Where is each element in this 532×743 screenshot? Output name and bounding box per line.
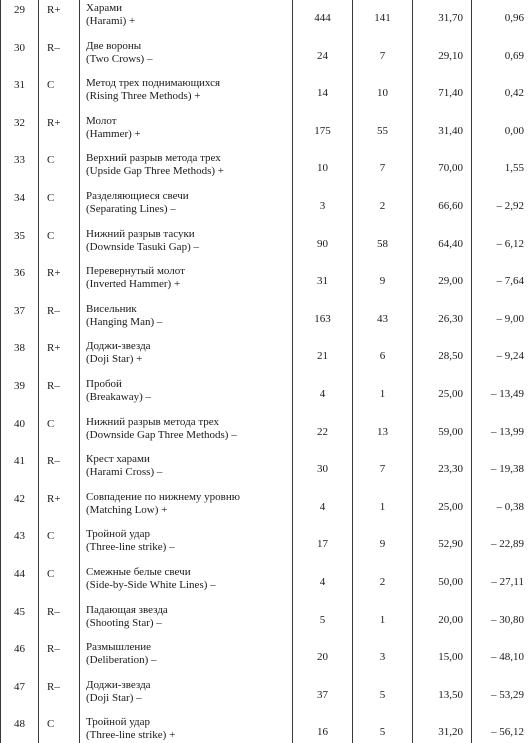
- total-count: 4: [293, 562, 353, 600]
- table-row: [1, 299, 532, 337]
- average-result: 0,00: [472, 111, 532, 149]
- success-count: 5: [353, 712, 413, 743]
- pattern-name-cell: [80, 712, 293, 743]
- pattern-name-ru: Тройной удар: [86, 716, 150, 729]
- pattern-type: R–: [39, 374, 80, 412]
- success-percent: 31,40: [413, 111, 472, 149]
- success-count: 1: [353, 600, 413, 638]
- table-row: [1, 336, 532, 374]
- pattern-name-ru: Перевернутый молот: [86, 265, 185, 278]
- row-number: 34: [1, 186, 39, 224]
- average-result: – 7,64: [472, 261, 532, 299]
- success-count: 58: [353, 224, 413, 262]
- pattern-name-cell: [80, 0, 293, 36]
- success-percent: 70,00: [413, 148, 472, 186]
- total-count: 37: [293, 675, 353, 713]
- table-row: [1, 712, 532, 743]
- row-number: 30: [1, 36, 39, 74]
- pattern-name-ru: Верхний разрыв метода трех: [86, 152, 221, 165]
- pattern-name-en: (Upside Gap Three Methods) +: [86, 165, 224, 178]
- row-number: 35: [1, 224, 39, 262]
- success-percent: 23,30: [413, 449, 472, 487]
- table-row: [1, 449, 532, 487]
- success-count: 7: [353, 148, 413, 186]
- pattern-name-ru: Нижний разрыв тасуки: [86, 227, 195, 240]
- success-percent: 15,00: [413, 637, 472, 675]
- pattern-name-cell: [80, 299, 293, 337]
- table-row: [1, 111, 532, 149]
- total-count: 4: [293, 374, 353, 412]
- success-percent: 31,70: [413, 0, 472, 36]
- pattern-name-en: (Hanging Man) –: [86, 315, 163, 328]
- table-row: [1, 148, 532, 186]
- pattern-name-cell: [80, 261, 293, 299]
- pattern-name-ru: Размышление: [86, 641, 152, 654]
- pattern-name-en: (Doji Star) –: [86, 691, 142, 704]
- total-count: 14: [293, 73, 353, 111]
- average-result: 0,69: [472, 36, 532, 74]
- success-count: 5: [353, 675, 413, 713]
- success-count: 7: [353, 36, 413, 74]
- success-percent: 25,00: [413, 487, 472, 525]
- row-number: 31: [1, 73, 39, 111]
- success-percent: 71,40: [413, 73, 472, 111]
- average-result: – 13,99: [472, 412, 532, 450]
- pattern-name-ru: Нижний разрыв метода трех: [86, 415, 219, 428]
- success-percent: 66,60: [413, 186, 472, 224]
- pattern-name-en: (Three-line strike) +: [86, 729, 176, 742]
- pattern-name-ru: Совпадение по нижнему уровню: [86, 490, 240, 503]
- pattern-type: R+: [39, 261, 80, 299]
- success-percent: 26,30: [413, 299, 472, 337]
- row-number: 48: [1, 712, 39, 743]
- table-row: [1, 186, 532, 224]
- pattern-name-ru: Пробой: [86, 377, 122, 390]
- average-result: – 0,38: [472, 487, 532, 525]
- pattern-name-cell: [80, 336, 293, 374]
- success-count: 6: [353, 336, 413, 374]
- pattern-name-en: (Doji Star) +: [86, 353, 143, 366]
- pattern-name-en: (Harami) +: [86, 15, 136, 27]
- success-count: 7: [353, 449, 413, 487]
- pattern-name-ru: Доджи-звезда: [86, 678, 151, 691]
- total-count: 90: [293, 224, 353, 262]
- pattern-name-cell: [80, 675, 293, 713]
- success-count: 55: [353, 111, 413, 149]
- pattern-type: R+: [39, 0, 80, 36]
- table-row: [1, 487, 532, 525]
- row-number: 45: [1, 600, 39, 638]
- success-percent: 29,10: [413, 36, 472, 74]
- pattern-name-en: (Rising Three Methods) +: [86, 90, 201, 103]
- row-number: 40: [1, 412, 39, 450]
- average-result: – 27,11: [472, 562, 532, 600]
- table-row: [1, 374, 532, 412]
- pattern-name-en: (Matching Low) +: [86, 503, 168, 516]
- average-result: – 19,38: [472, 449, 532, 487]
- pattern-type: R–: [39, 36, 80, 74]
- pattern-name-cell: [80, 111, 293, 149]
- pattern-type: R+: [39, 336, 80, 374]
- average-result: – 53,29: [472, 675, 532, 713]
- pattern-type: C: [39, 148, 80, 186]
- row-number: 32: [1, 111, 39, 149]
- success-percent: 20,00: [413, 600, 472, 638]
- pattern-type: C: [39, 524, 80, 562]
- total-count: 4: [293, 487, 353, 525]
- success-count: 1: [353, 374, 413, 412]
- row-number: 38: [1, 336, 39, 374]
- pattern-name-cell: [80, 148, 293, 186]
- success-count: 1: [353, 487, 413, 525]
- success-percent: 52,90: [413, 524, 472, 562]
- success-percent: 31,20: [413, 712, 472, 743]
- pattern-name-en: (Breakaway) –: [86, 390, 152, 403]
- pattern-type: R–: [39, 299, 80, 337]
- row-number: 39: [1, 374, 39, 412]
- total-count: 21: [293, 336, 353, 374]
- success-count: 3: [353, 637, 413, 675]
- pattern-name-cell: [80, 487, 293, 525]
- pattern-name-cell: [80, 562, 293, 600]
- row-number: 37: [1, 299, 39, 337]
- table-row: [1, 224, 532, 262]
- pattern-name-ru: Метод трех поднимающихся: [86, 77, 221, 90]
- pattern-name-en: (Downside Gap Three Methods) –: [86, 428, 237, 441]
- pattern-name-en: (Separating Lines) –: [86, 202, 176, 215]
- pattern-name-ru: Молот: [86, 114, 117, 127]
- pattern-name-ru: Тройной удар: [86, 528, 150, 541]
- pattern-type: R–: [39, 637, 80, 675]
- row-number: 29: [1, 0, 39, 36]
- total-count: 24: [293, 36, 353, 74]
- success-count: 9: [353, 261, 413, 299]
- row-number: 41: [1, 449, 39, 487]
- row-number: 42: [1, 487, 39, 525]
- average-result: 0,96: [472, 0, 532, 36]
- pattern-name-en: (Side-by-Side White Lines) –: [86, 578, 216, 591]
- pattern-name-en: (Deliberation) –: [86, 654, 157, 667]
- pattern-name-ru: Падающая звезда: [86, 603, 168, 616]
- success-count: 43: [353, 299, 413, 337]
- average-result: 1,55: [472, 148, 532, 186]
- pattern-name-ru: Харами: [86, 2, 123, 14]
- row-number: 47: [1, 675, 39, 713]
- average-result: – 9,00: [472, 299, 532, 337]
- success-percent: 13,50: [413, 675, 472, 713]
- pattern-type: R–: [39, 449, 80, 487]
- pattern-name-ru: Две вороны: [86, 39, 142, 52]
- pattern-name-cell: [80, 637, 293, 675]
- pattern-type: C: [39, 712, 80, 743]
- success-percent: 29,00: [413, 261, 472, 299]
- pattern-name-cell: [80, 374, 293, 412]
- pattern-type: C: [39, 186, 80, 224]
- row-number: 36: [1, 261, 39, 299]
- row-number: 46: [1, 637, 39, 675]
- pattern-name-en: (Inverted Hammer) +: [86, 278, 181, 291]
- average-result: – 56,12: [472, 712, 532, 743]
- table-row: [1, 412, 532, 450]
- success-count: 13: [353, 412, 413, 450]
- total-count: 31: [293, 261, 353, 299]
- table-row: [1, 600, 532, 638]
- success-percent: 64,40: [413, 224, 472, 262]
- row-number: 43: [1, 524, 39, 562]
- pattern-name-ru: Доджи-звезда: [86, 340, 151, 353]
- total-count: 22: [293, 412, 353, 450]
- average-result: – 48,10: [472, 637, 532, 675]
- pattern-name-en: (Shooting Star) –: [86, 616, 162, 629]
- table-row: [1, 73, 532, 111]
- pattern-name-en: (Three-line strike) –: [86, 541, 175, 554]
- pattern-name-cell: [80, 524, 293, 562]
- pattern-type: C: [39, 412, 80, 450]
- success-percent: 25,00: [413, 374, 472, 412]
- success-count: 9: [353, 524, 413, 562]
- average-result: – 2,92: [472, 186, 532, 224]
- pattern-name-en: (Harami Cross) –: [86, 466, 163, 479]
- average-result: – 22,89: [472, 524, 532, 562]
- table-row: [1, 675, 532, 713]
- pattern-name-en: (Two Crows) –: [86, 52, 153, 65]
- success-count: 2: [353, 562, 413, 600]
- pattern-name-cell: [80, 36, 293, 74]
- pattern-name-cell: [80, 224, 293, 262]
- success-count: 141: [353, 0, 413, 36]
- pattern-name-en: (Downside Tasuki Gap) –: [86, 240, 199, 253]
- pattern-name-cell: [80, 600, 293, 638]
- pattern-name-cell: [80, 449, 293, 487]
- table-row: [1, 562, 532, 600]
- table-row: [1, 36, 532, 74]
- pattern-name-cell: [80, 186, 293, 224]
- pattern-name-ru: Крест харами: [86, 453, 150, 466]
- pattern-type: C: [39, 73, 80, 111]
- table-row: [1, 524, 532, 562]
- total-count: 5: [293, 600, 353, 638]
- table-body: [1, 0, 532, 743]
- pattern-name-cell: [80, 73, 293, 111]
- total-count: 3: [293, 186, 353, 224]
- pattern-name-ru: Висельник: [86, 302, 137, 315]
- pattern-name-ru: Разделяющиеся свечи: [86, 189, 189, 202]
- row-number: 33: [1, 148, 39, 186]
- pattern-name-ru: Смежные белые свечи: [86, 565, 191, 578]
- pattern-type: C: [39, 224, 80, 262]
- total-count: 17: [293, 524, 353, 562]
- average-result: 0,42: [472, 73, 532, 111]
- row-number: 44: [1, 562, 39, 600]
- total-count: 10: [293, 148, 353, 186]
- average-result: – 30,80: [472, 600, 532, 638]
- average-result: – 6,12: [472, 224, 532, 262]
- average-result: – 9,24: [472, 336, 532, 374]
- pattern-type: C: [39, 562, 80, 600]
- total-count: 163: [293, 299, 353, 337]
- average-result: – 13,49: [472, 374, 532, 412]
- total-count: 175: [293, 111, 353, 149]
- success-percent: 50,00: [413, 562, 472, 600]
- total-count: 30: [293, 449, 353, 487]
- success-count: 2: [353, 186, 413, 224]
- table-row: [1, 261, 532, 299]
- table-row: [1, 637, 532, 675]
- pattern-type: R–: [39, 675, 80, 713]
- total-count: 444: [293, 0, 353, 36]
- total-count: 16: [293, 712, 353, 743]
- success-percent: 28,50: [413, 336, 472, 374]
- pattern-name-en: (Hammer) +: [86, 127, 141, 140]
- table-row: [1, 0, 532, 36]
- pattern-type: R–: [39, 600, 80, 638]
- pattern-type: R+: [39, 111, 80, 149]
- success-percent: 59,00: [413, 412, 472, 450]
- pattern-name-cell: [80, 412, 293, 450]
- total-count: 20: [293, 637, 353, 675]
- success-count: 10: [353, 73, 413, 111]
- pattern-type: R+: [39, 487, 80, 525]
